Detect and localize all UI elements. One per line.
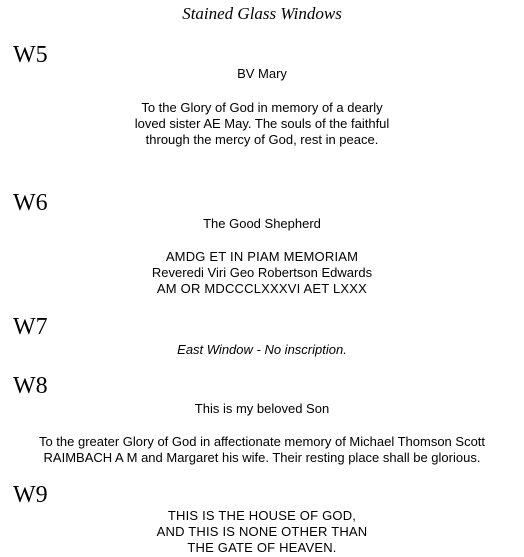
inscription-line: THE GATE OF HEAVEN.: [187, 540, 337, 555]
inscription-line: AND THIS IS NONE OTHER THAN: [156, 524, 368, 539]
window-subject: This is my beloved Son: [194, 401, 330, 416]
document-title: Stained Glass Windows: [182, 4, 342, 23]
inscription-line: AMDG ET IN PIAM MEMORIAM: [165, 249, 359, 264]
window-code: W8: [13, 373, 48, 399]
inscription-line: THIS IS THE HOUSE OF GOD,: [167, 508, 357, 523]
inscription-line: To the Glory of God in memory of a dearly: [141, 100, 383, 115]
window-subject: BV Mary: [237, 66, 287, 81]
window-code: W7: [13, 314, 48, 340]
window-note: East Window - No inscription.: [177, 342, 347, 357]
window-code: W5: [13, 42, 48, 68]
window-code: W9: [13, 482, 48, 508]
window-subject: The Good Shepherd: [203, 216, 321, 231]
inscription-line: AM OR MDCCCLXXXVI AET LXXX: [156, 281, 368, 296]
window-code: W6: [13, 190, 48, 216]
inscription-line: loved sister AE May. The souls of the faithful: [134, 116, 390, 131]
inscription-line: Reveredi Viri Geo Robertson Edwards: [151, 265, 373, 280]
inscription-line: through the mercy of God, rest in peace.: [145, 132, 379, 147]
inscription-line: RAIMBACH A M and Margaret his wife. Their resting place shall be glorious.: [43, 450, 481, 465]
inscription-line: To the greater Glory of God in affectionate memory of Michael Thomson Scott: [38, 434, 486, 449]
